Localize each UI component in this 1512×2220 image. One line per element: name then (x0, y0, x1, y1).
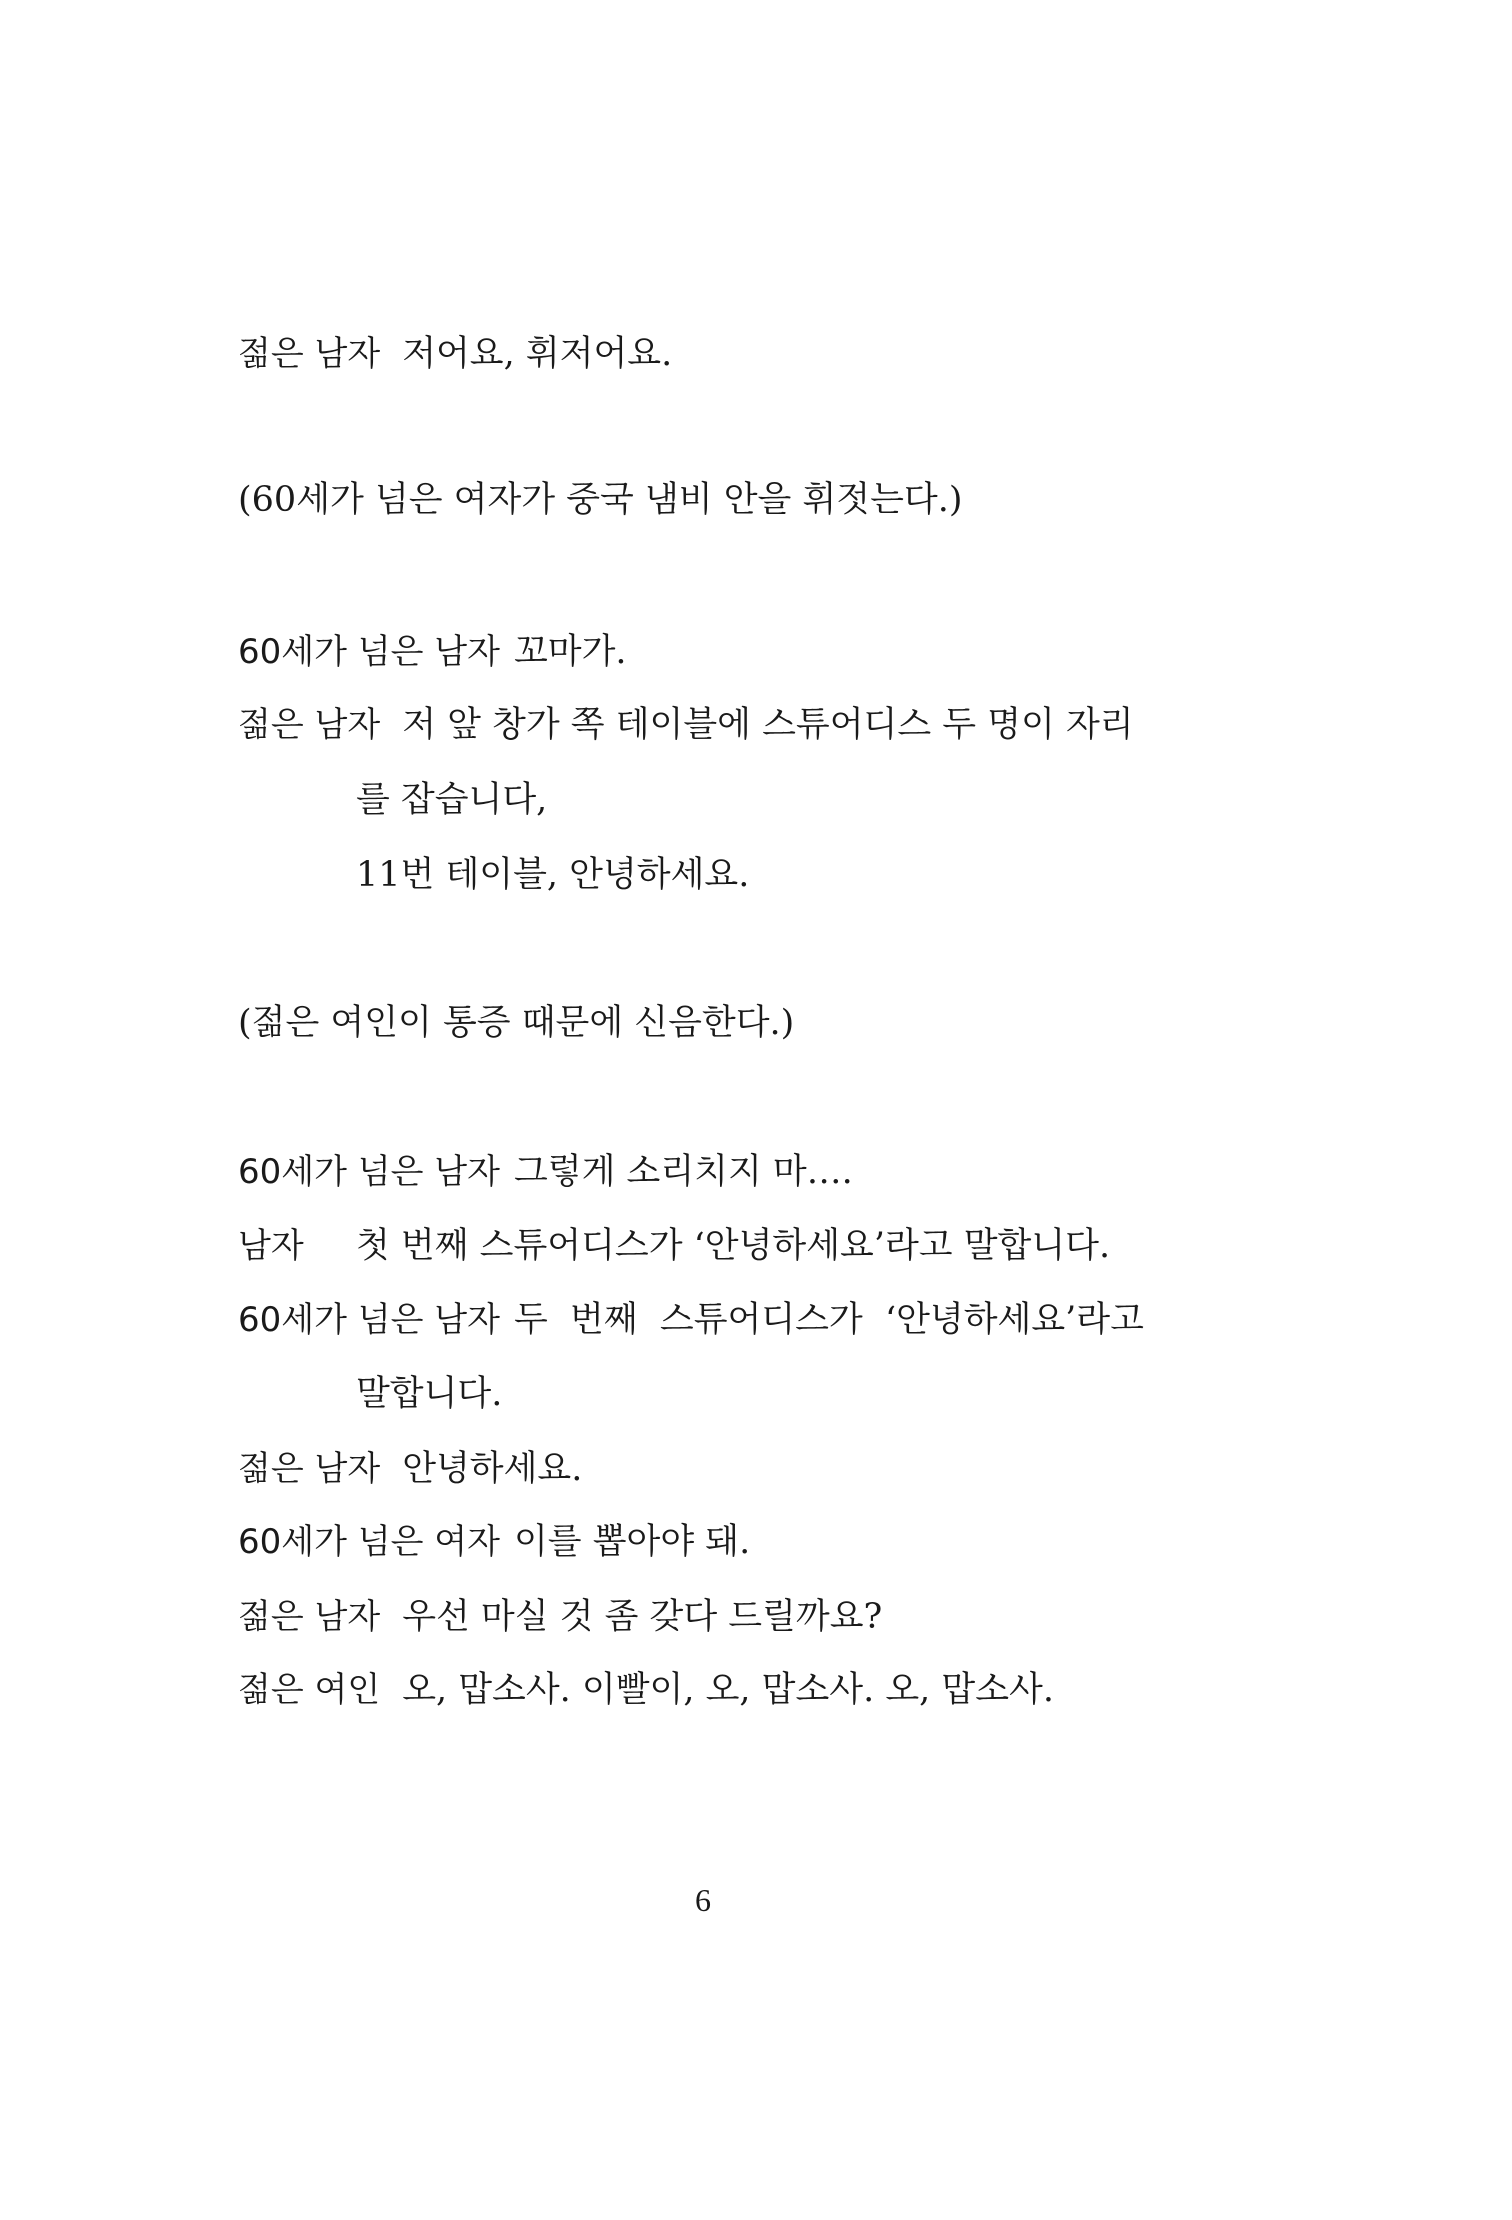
speaker-name: 젊은 남자 (238, 1597, 381, 1637)
speaker-name: 젊은 남자 (238, 705, 381, 745)
dialogue-line (238, 1593, 882, 1641)
speaker-name: 60세가 넘은 여자 (238, 1522, 500, 1562)
dialogue-text: 두 번째 스튜어디스가 ‘안녕하세요’라고 (513, 1300, 1144, 1340)
dialogue-text: 이를 뽑아야 돼. (513, 1522, 751, 1562)
page-number: 6 (695, 1882, 711, 1918)
speaker-name: 남자 (238, 1226, 304, 1266)
dialogue-text: 꼬마가. (513, 632, 627, 672)
dialogue-line (238, 1222, 1110, 1270)
dialogue-line (238, 1296, 1144, 1344)
dialogue-continuation: 를 잡습니다, (356, 780, 548, 820)
dialogue-line (238, 1148, 853, 1196)
stage-direction: (젊은 여인이 통증 때문에 신음한다.) (238, 1003, 795, 1043)
speaker-name: 60세가 넘은 남자 (238, 632, 500, 672)
dialogue-line (238, 330, 672, 378)
dialogue-line (238, 1518, 750, 1566)
dialogue-line (238, 1445, 582, 1493)
dialogue-text: 안녕하세요. (402, 1449, 583, 1489)
dialogue-continuation: 11번 테이블, 안녕하세요. (356, 855, 750, 895)
dialogue-line (238, 628, 627, 676)
dialogue-text: 저 앞 창가 쪽 테이블에 스튜어디스 두 명이 자리 (402, 705, 1134, 745)
speaker-name: 젊은 남자 (238, 1449, 381, 1489)
dialogue-text: 저어요, 휘저어요. (402, 334, 673, 374)
dialogue-line (238, 701, 1134, 749)
dialogue-text: 그렇게 소리치지 마…. (513, 1152, 853, 1192)
speaker-name: 젊은 남자 (238, 334, 381, 374)
dialogue-text: 오, 맙소사. 이빨이, 오, 맙소사. 오, 맙소사. (402, 1670, 1054, 1710)
speaker-name: 60세가 넘은 남자 (238, 1300, 500, 1340)
speaker-name: 60세가 넘은 남자 (238, 1152, 500, 1192)
dialogue-text: 첫 번째 스튜어디스가 ‘안녕하세요’라고 말합니다. (356, 1226, 1111, 1266)
dialogue-continuation: 말합니다. (356, 1374, 503, 1414)
dialogue-text: 우선 마실 것 좀 갖다 드릴까요? (402, 1597, 883, 1637)
stage-direction: (60세가 넘은 여자가 중국 냄비 안을 휘젓는다.) (238, 480, 963, 520)
dialogue-line (238, 1666, 1054, 1714)
speaker-name: 젊은 여인 (238, 1670, 381, 1710)
